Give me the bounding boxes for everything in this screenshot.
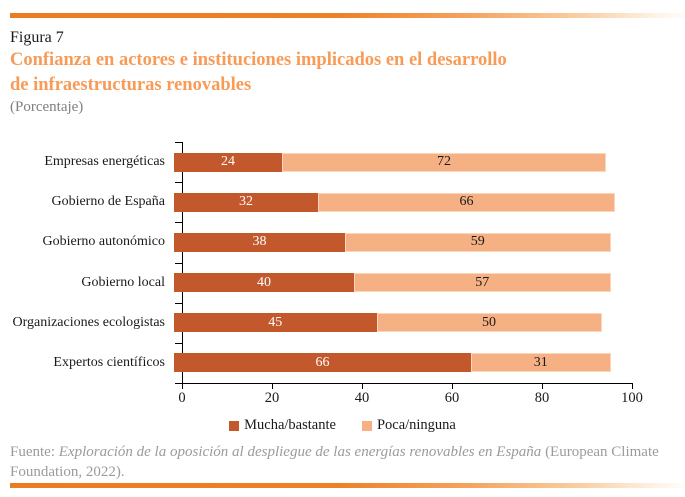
legend-item	[229, 417, 336, 434]
bar-track	[174, 193, 624, 212]
chart-row	[0, 263, 633, 303]
value-label: 59	[470, 234, 485, 250]
bar-track	[174, 273, 624, 292]
value-label: 32	[239, 194, 253, 210]
bar-track	[174, 153, 624, 172]
value-label: 31	[533, 354, 548, 370]
source-prefix: Fuente:	[10, 444, 59, 460]
chart-row	[0, 222, 633, 262]
figure-subtitle: (Porcentaje)	[10, 99, 84, 115]
value-label: 72	[437, 154, 451, 170]
stacked-bar-chart	[0, 142, 685, 406]
bar-segment	[354, 273, 611, 292]
chart-row	[0, 343, 633, 383]
value-label: 45	[268, 314, 283, 330]
value-label: 38	[252, 234, 267, 250]
x-axis-line	[182, 383, 633, 384]
bar-segment	[318, 193, 615, 212]
value-label: 40	[257, 274, 271, 290]
legend-swatch	[229, 421, 239, 431]
legend-label: Mucha/bastante	[244, 417, 336, 433]
x-axis-tick	[632, 384, 633, 389]
legend-label: Poca/ninguna	[376, 417, 456, 433]
category-label: Organizaciones ecologistas	[12, 314, 165, 330]
source-suffix: (European Climate Foundation, 2022).	[10, 444, 659, 480]
bar-segment	[471, 353, 611, 372]
x-axis-tick-label: 100	[621, 390, 643, 406]
bar-track	[174, 313, 624, 332]
legend-swatch	[362, 421, 372, 431]
legend-item	[362, 417, 456, 434]
x-axis-tick	[272, 384, 273, 389]
x-axis-tick-label: 60	[444, 390, 460, 406]
x-axis-tick	[542, 384, 543, 389]
bar-segment	[377, 313, 602, 332]
value-label: 57	[475, 274, 490, 290]
value-label: 50	[482, 314, 496, 330]
figure-title-line1: Confianza en actores e instituciones implicados en el desarrollo	[10, 50, 507, 70]
source-note	[10, 443, 682, 482]
category-label: Expertos científicos	[53, 354, 165, 370]
x-axis-tick-label: 40	[354, 390, 370, 406]
chart-row	[0, 182, 633, 222]
source-title: Exploración de la oposición al despliegue de las energías renovables en España	[58, 444, 542, 460]
bar-segment	[174, 273, 354, 292]
bar-segment	[174, 153, 282, 172]
category-label: Gobierno local	[81, 274, 165, 290]
chart-row	[0, 142, 633, 182]
value-label: 24	[221, 154, 235, 170]
bar-segment	[282, 153, 606, 172]
x-axis-tick-label: 20	[264, 390, 280, 406]
bottom-gradient-rule	[10, 483, 685, 488]
bar-segment	[174, 313, 377, 332]
x-axis-tick	[362, 384, 363, 389]
value-label: 66	[315, 354, 330, 370]
bar-segment	[174, 193, 318, 212]
bar-segment	[174, 233, 345, 252]
category-label: Empresas energéticas	[44, 154, 165, 170]
x-axis-tick-label: 0	[178, 390, 186, 406]
value-label: 66	[459, 194, 474, 210]
x-axis-tick	[452, 384, 453, 389]
category-label: Gobierno de España	[51, 194, 165, 210]
bar-segment	[345, 233, 611, 252]
x-axis-tick	[182, 384, 183, 389]
top-gradient-rule	[10, 13, 685, 18]
category-label: Gobierno autonómico	[42, 234, 165, 250]
figure-title-line2: de infraestructuras renovables	[10, 75, 252, 95]
figure-label: Figura 7	[10, 29, 64, 46]
bar-track	[174, 353, 624, 372]
chart-row	[0, 303, 633, 343]
y-axis-tick	[175, 383, 182, 384]
figure-title	[10, 48, 610, 98]
x-axis-tick-label: 80	[534, 390, 550, 406]
bar-segment	[174, 353, 471, 372]
bar-track	[174, 233, 624, 252]
chart-legend	[0, 417, 685, 434]
